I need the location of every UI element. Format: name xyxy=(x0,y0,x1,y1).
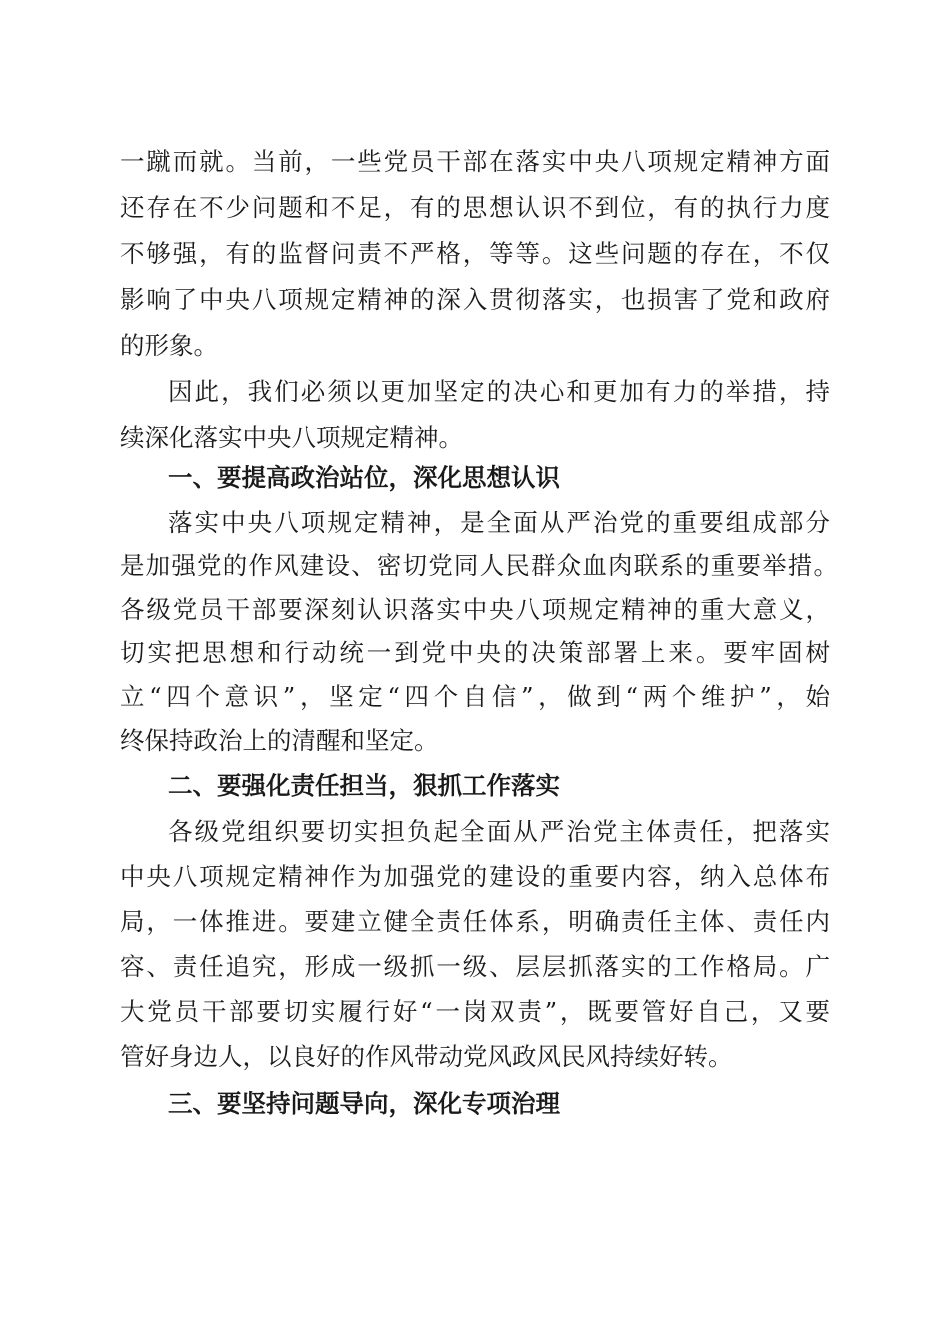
section-1-line-2: 是加强党的作风建设、密切党同人民群众血肉联系的重要举措。 xyxy=(120,551,838,580)
paragraph-1-line-1: 一蹴而就。当前，一些党员干部在落实中央八项规定精神方面 xyxy=(120,147,830,176)
section-1-line-3: 各级党员干部要深刻认识落实中央八项规定精神的重大意义， xyxy=(120,595,830,624)
section-3-heading: 三、要坚持问题导向，深化专项治理 xyxy=(168,1089,560,1118)
section-2-line-5: 大党员干部要切实履行好“一岗双责”，既要管好自己，又要 xyxy=(120,997,830,1026)
section-1-line-1: 落实中央八项规定精神，是全面从严治党的重要组成部分 xyxy=(168,508,830,537)
paragraph-1-line-4: 影响了中央八项规定精神的深入贯彻落实，也损害了党和政府 xyxy=(120,285,830,314)
section-1-line-5: 立“四个意识”，坚定“四个自信”，做到“两个维护”，始 xyxy=(120,682,830,711)
paragraph-1-line-3: 不够强，有的监督问责不严格，等等。这些问题的存在，不仅 xyxy=(120,239,830,268)
paragraph-1-line-2: 还存在不少问题和不足，有的思想认识不到位，有的执行力度 xyxy=(120,193,830,222)
section-1-line-4: 切实把思想和行动统一到党中央的决策部署上来。要牢固树 xyxy=(120,638,830,667)
section-1-line-6: 终保持政治上的清醒和坚定。 xyxy=(120,726,439,755)
section-2-line-6: 管好身边人，以良好的作风带动党风政风民风持续好转。 xyxy=(120,1042,733,1071)
section-2-line-1: 各级党组织要切实担负起全面从严治党主体责任，把落实 xyxy=(168,817,830,846)
paragraph-2-line-1: 因此，我们必须以更加坚定的决心和更加有力的举措，持 xyxy=(168,377,830,406)
paragraph-1-line-5: 的形象。 xyxy=(120,331,218,360)
paragraph-2-line-2: 续深化落实中央八项规定精神。 xyxy=(120,423,463,452)
section-2-line-4: 容、责任追究，形成一级抓一级、层层抓落实的工作格局。广 xyxy=(120,952,830,981)
section-1-heading: 一、要提高政治站位，深化思想认识 xyxy=(168,463,560,492)
section-2-heading: 二、要强化责任担当，狠抓工作落实 xyxy=(168,771,560,800)
section-2-line-2: 中央八项规定精神作为加强党的建设的重要内容，纳入总体布 xyxy=(120,862,830,891)
section-2-line-3: 局，一体推进。要建立健全责任体系，明确责任主体、责任内 xyxy=(120,907,830,936)
